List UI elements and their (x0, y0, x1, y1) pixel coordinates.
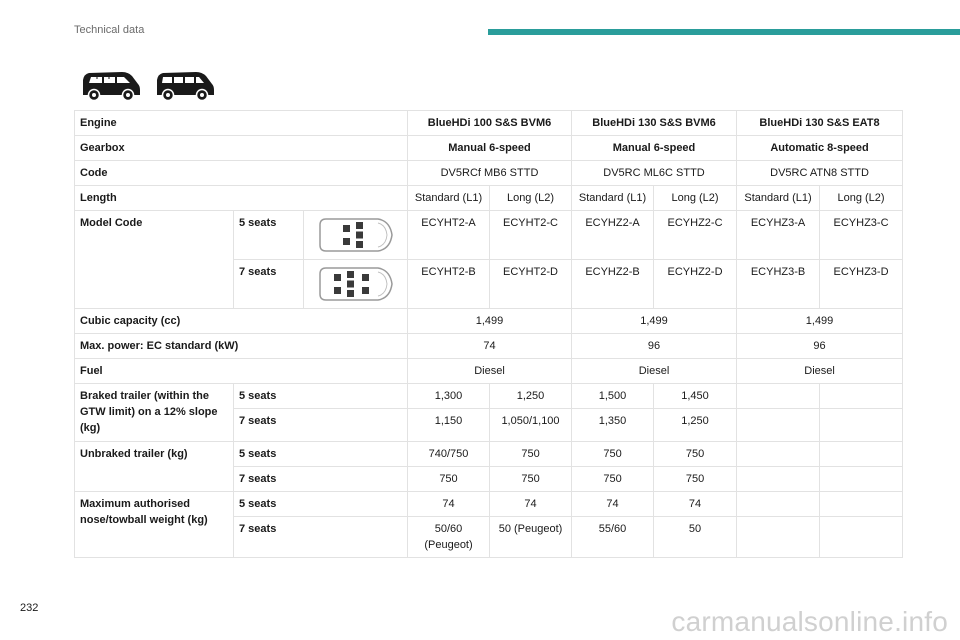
unbraked-trailer-value: 750 (572, 442, 654, 467)
length-value: Standard (L1) (408, 186, 490, 211)
length-value: Long (L2) (820, 186, 903, 211)
fuel-label: Fuel (75, 359, 408, 384)
nose-weight-value: 74 (408, 492, 490, 517)
cubic-capacity-row (75, 309, 903, 334)
braked-trailer-value (820, 409, 903, 442)
model-code-value: ECYHZ3-D (820, 260, 903, 309)
van-7-seat-icon (154, 68, 216, 102)
cubic-capacity-value: 1,499 (408, 309, 572, 334)
page-number: 232 (20, 602, 39, 614)
model-code-value: ECYHZ2-C (654, 211, 737, 260)
engine-value: BlueHDi 130 S&S EAT8 (737, 111, 903, 136)
nose-weight-value: 50/60 (Peugeot) (408, 517, 490, 558)
seats-7-label: 7 seats (234, 260, 304, 309)
model-code-value: ECYHZ2-D (654, 260, 737, 309)
model-code-value: ECYHZ2-B (572, 260, 654, 309)
gearbox-row (75, 136, 903, 161)
braked-trailer-value: 1,150 (408, 409, 490, 442)
model-code-value: ECYHZ3-B (737, 260, 820, 309)
braked-trailer-value: 1,500 (572, 384, 654, 409)
cubic-capacity-label: Cubic capacity (cc) (75, 309, 408, 334)
model-code-value: ECYHZ3-C (820, 211, 903, 260)
van-5-seat-icon (80, 68, 142, 102)
braked-trailer-value: 1,050/1,100 (490, 409, 572, 442)
fuel-value: Diesel (572, 359, 737, 384)
gearbox-value: Manual 6-speed (408, 136, 572, 161)
braked-trailer-value (737, 409, 820, 442)
model-code-label: Model Code (75, 211, 234, 309)
braked-trailer-value (737, 384, 820, 409)
braked-trailer-value (820, 384, 903, 409)
unbraked-trailer-value: 750 (654, 467, 737, 492)
unbraked-trailer-value: 750 (408, 467, 490, 492)
technical-data-table (74, 110, 903, 558)
nose-weight-label: Maximum authorised nose/towball weight (kg) (75, 492, 234, 558)
nose-weight-value (737, 492, 820, 517)
code-row (75, 161, 903, 186)
nose-weight-5-row (75, 492, 903, 517)
unbraked-trailer-value: 750 (490, 442, 572, 467)
length-label: Length (75, 186, 408, 211)
cubic-capacity-value: 1,499 (572, 309, 737, 334)
unbraked-trailer-5-row (75, 442, 903, 467)
seats-7-label: 7 seats (234, 517, 408, 558)
braked-trailer-value: 1,250 (654, 409, 737, 442)
model-code-value: ECYHT2-C (490, 211, 572, 260)
unbraked-trailer-value (820, 467, 903, 492)
unbraked-trailer-value: 750 (572, 467, 654, 492)
braked-trailer-5-row (75, 384, 903, 409)
max-power-value: 74 (408, 334, 572, 359)
seats-5-label: 5 seats (234, 442, 408, 467)
nose-weight-value (820, 517, 903, 558)
gearbox-value: Automatic 8-speed (737, 136, 903, 161)
engine-row (75, 111, 903, 136)
watermark: carmanualsonline.info (671, 606, 948, 637)
braked-trailer-value: 1,250 (490, 384, 572, 409)
nose-weight-value: 55/60 (572, 517, 654, 558)
seats-7-label: 7 seats (234, 409, 408, 442)
model-code-value: ECYHT2-B (408, 260, 490, 309)
seats-5-label: 5 seats (234, 492, 408, 517)
code-value: DV5RC ML6C STTD (572, 161, 737, 186)
fuel-value: Diesel (737, 359, 903, 384)
seats-5-label: 5 seats (234, 384, 408, 409)
unbraked-trailer-value (737, 442, 820, 467)
engine-value: BlueHDi 100 S&S BVM6 (408, 111, 572, 136)
unbraked-trailer-value: 750 (654, 442, 737, 467)
unbraked-trailer-label: Unbraked trailer (kg) (75, 442, 234, 492)
seats-7-label: 7 seats (234, 467, 408, 492)
section-title: Technical data (74, 24, 145, 36)
code-value: DV5RCf MB6 STTD (408, 161, 572, 186)
seat-layout-5-icon (316, 215, 396, 255)
gearbox-label: Gearbox (75, 136, 408, 161)
length-row (75, 186, 903, 211)
code-value: DV5RC ATN8 STTD (737, 161, 903, 186)
nose-weight-value (820, 492, 903, 517)
fuel-value: Diesel (408, 359, 572, 384)
cubic-capacity-value: 1,499 (737, 309, 903, 334)
vehicle-icons (80, 68, 216, 104)
max-power-value: 96 (572, 334, 737, 359)
model-code-5-row (75, 211, 903, 260)
fuel-row (75, 359, 903, 384)
unbraked-trailer-value (737, 467, 820, 492)
length-value: Standard (L1) (737, 186, 820, 211)
model-code-value: ECYHT2-A (408, 211, 490, 260)
unbraked-trailer-value (820, 442, 903, 467)
nose-weight-value: 74 (654, 492, 737, 517)
length-value: Long (L2) (490, 186, 572, 211)
nose-weight-value: 74 (572, 492, 654, 517)
length-value: Standard (L1) (572, 186, 654, 211)
header-accent-bar (488, 29, 960, 35)
gearbox-value: Manual 6-speed (572, 136, 737, 161)
nose-weight-value: 50 (654, 517, 737, 558)
code-label: Code (75, 161, 408, 186)
unbraked-trailer-value: 740/750 (408, 442, 490, 467)
model-code-value: ECYHT2-D (490, 260, 572, 309)
seats-5-label: 5 seats (234, 211, 304, 260)
braked-trailer-label: Braked trailer (within the GTW limit) on a 12% slope (kg) (75, 384, 234, 442)
model-code-value: ECYHZ2-A (572, 211, 654, 260)
nose-weight-value: 74 (490, 492, 572, 517)
max-power-row (75, 334, 903, 359)
nose-weight-value (737, 517, 820, 558)
nose-weight-value: 50 (Peugeot) (490, 517, 572, 558)
braked-trailer-value: 1,350 (572, 409, 654, 442)
braked-trailer-value: 1,300 (408, 384, 490, 409)
max-power-value: 96 (737, 334, 903, 359)
engine-label: Engine (75, 111, 408, 136)
seat-layout-7-icon (316, 264, 396, 304)
unbraked-trailer-value: 750 (490, 467, 572, 492)
model-code-value: ECYHZ3-A (737, 211, 820, 260)
length-value: Long (L2) (654, 186, 737, 211)
braked-trailer-value: 1,450 (654, 384, 737, 409)
max-power-label: Max. power: EC standard (kW) (75, 334, 408, 359)
engine-value: BlueHDi 130 S&S BVM6 (572, 111, 737, 136)
